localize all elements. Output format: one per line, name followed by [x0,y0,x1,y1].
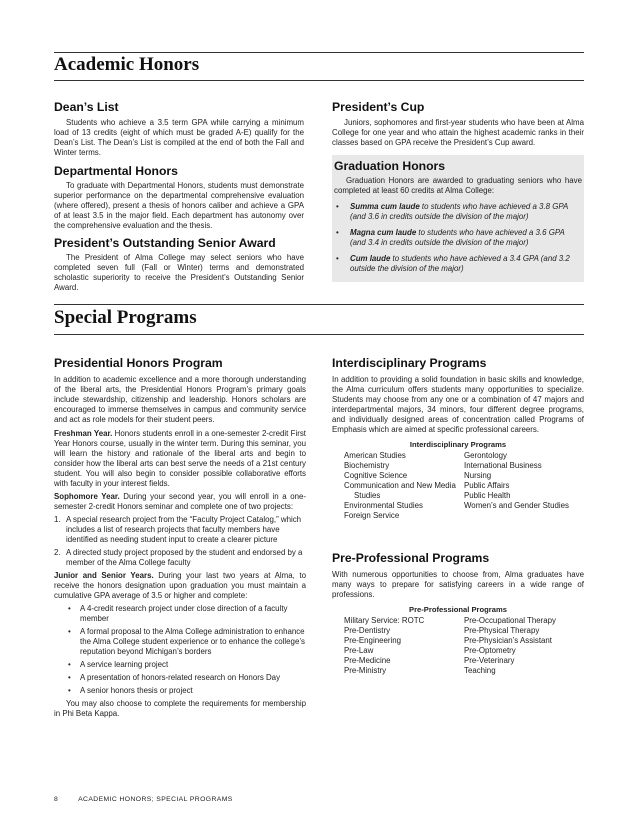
preprofessional-heading: Pre-Professional Programs [332,551,490,565]
list-item: Pre-Physician’s Assistant [464,636,553,645]
list-item: Pre-Optometry [464,646,516,655]
sophomore-year-text: During your second year, you will enroll in a one-semester 2-credit Honors seminar and complete one of two projects: [54,492,306,511]
list-item: • A formal proposal to the Alma College administration to enhance the Alma College student experience or to enhance the college’s reputation beyond Michigan’s borders [68,627,305,656]
special-left-column [54,356,306,719]
academic-right-column [332,100,584,282]
interdisciplinary-col-left [344,451,464,521]
interdisciplinary-table-title: Interdisciplinary Programs [409,440,507,449]
list-item: Environmental Studies [344,501,423,510]
freshman-year-paragraph [54,429,306,489]
list-item: • A senior honors thesis or project [68,686,193,695]
honor-description: to students who have achieved a 3.8 GPA (and 3.6 in credits outside the division of the major) [350,202,568,221]
presidential-honors-heading: Presidential Honors Program [54,356,223,370]
sophomore-year-paragraph [54,492,306,512]
honor-description: to students who have achieved a 3.6 GPA (and 3.4 in credits outside the division of the major) [350,228,565,247]
graduation-honors-heading: Graduation Honors [334,159,446,173]
honor-description: to students who have achieved a 3.4 GPA (and 3.2 outside the division of the major) [350,254,570,273]
academic-left-column [54,100,304,293]
presidential-honors-intro: In addition to academic excellence and a more thorough understanding of the liberal arts, the Presidential Honors Program’s primary goals include stewardship, citizenship and leadership. Honors scholars are encouraged to immerse themselves in campus and community service and act as role models for their student peers. [54,375,306,424]
list-item: Cognitive Science [344,471,408,480]
list-item: • A service learning project [68,660,169,669]
graduation-honors-box [332,155,584,282]
preprofessional-col-left [344,616,464,676]
preprofessional-table-title: Pre-Professional Programs [409,605,507,614]
list-item: Public Affairs [464,481,510,490]
special-right-column [332,356,584,676]
sophomore-year-label: Sophomore Year. [54,492,120,501]
junior-senior-paragraph [54,571,306,601]
running-footer-label: ACADEMIC HONORS; SPECIAL PROGRAMS [78,796,233,803]
phi-beta-kappa-text: You may also choose to complete the requirements for membership in Phi Beta Kappa. [54,699,306,718]
list-item: Pre-Law [344,646,374,655]
preprofessional-table [332,616,584,676]
list-item: Pre-Veterinary [464,656,515,665]
graduation-honors-text: Graduation Honors are awarded to graduating seniors who have completed at least 60 credits at Alma College: [334,176,582,195]
deans-list-heading: Dean’s List [54,100,119,114]
list-item: International Business [464,461,542,470]
special-programs-title: Special Programs [54,307,197,328]
list-item: Communication and New Media Studies [344,481,456,500]
list-item: Biochemistry [344,461,390,470]
presidents-award-text: The President of Alma College may select seniors who have completed seven full (Fall or Winter) terms and demonstrated scholastic superiority to receive the President’s Outstanding Senior Award. [54,253,304,292]
page-number: 8 [54,796,59,803]
list-item: Military Service: ROTC [344,616,425,625]
junior-senior-label: Junior and Senior Years. [54,571,154,580]
list-item: 1. A special research project from the “Faculty Project Catalog,” which includes a list of research projects that faculty members have identified as needing student input to create a clearer picture [54,515,302,544]
presidents-award-heading: President’s Outstanding Senior Award [54,236,276,250]
sophomore-projects-list [54,515,306,568]
list-item: • Magna cum laude to students who have achieved a 3.6 GPA (and 3.4 in credits outside the division of the major) [336,228,565,247]
list-item: Women’s and Gender Studies [464,501,569,510]
preprofessional-col-right [464,616,584,676]
list-item: Nursing [464,471,492,480]
graduation-honors-list [334,202,582,274]
honor-level: Cum laude [350,254,391,263]
list-item: Pre-Ministry [344,666,387,675]
presidents-cup-heading: President’s Cup [332,100,425,114]
interdisciplinary-table [332,451,584,521]
freshman-year-text: Honors students enroll in a one-semester 2-credit First Year Honors course, usually in the winter term. During this seminar, you will learn the history and rationale of the liberal arts and begin to consider how the liberal arts can best serve the needs of a 21st century student. You will also begin to consider possible collaborative efforts with faculty in your interest fields. [54,429,306,488]
interdisciplinary-col-right [464,451,584,521]
academic-honors-rule [54,52,584,53]
junior-senior-text: During your last two years at Alma, to receive the honors designation upon graduation you must maintain a cumulative GPA average of 3.5 or higher and complete: [54,571,306,600]
list-item: Foreign Service [344,511,400,520]
honor-level: Magna cum laude [350,228,417,237]
interdisciplinary-heading: Interdisciplinary Programs [332,356,487,370]
honor-level: Summa cum laude [350,202,420,211]
list-item: Pre-Physical Therapy [464,626,540,635]
academic-honors-title: Academic Honors [54,54,200,75]
departmental-honors-text: To graduate with Departmental Honors, students must demonstrate superior performance on the departmental comprehensive evaluation (where offered), present a thesis of honors caliber and achieve a GPA of at least 3.5 in the major field. Each department has autonomy over the comprehensive evaluation and the thesis. [54,181,304,230]
list-item: Teaching [464,666,496,675]
list-item: Pre-Occupational Therapy [464,616,556,625]
presidents-cup-text: Juniors, sophomores and first-year students who have been at Alma College for one year and who attain the highest academic ranks in their classes based on GPA receive the President’s Cup award. [332,118,584,147]
list-item: Gerontology [464,451,507,460]
list-item: Public Health [464,491,511,500]
special-programs-rule [54,304,584,305]
honors-options-list [54,604,306,696]
list-item: • A 4-credit research project under close direction of a faculty member [68,604,288,623]
list-item: Pre-Dentistry [344,626,391,635]
academic-honors-underline [54,80,584,81]
list-item: Pre-Medicine [344,656,391,665]
deans-list-text: Students who achieve a 3.5 term GPA while carrying a minimum load of 13 credits (eight of which must be graded A-E) qualify for the Dean’s List. The Dean’s List is compiled at the end of both the Fall and Winter terms. [54,118,304,157]
list-item: • Summa cum laude to students who have achieved a 3.8 GPA (and 3.6 in credits outside the division of the major) [336,202,568,221]
list-item: 2. A directed study project proposed by the student and endorsed by a member of the Alma College faculty [54,548,303,567]
preprofessional-intro: With numerous opportunities to choose from, Alma graduates have many ways to prepare for satisfying careers in a wide range of professions. [332,570,584,599]
departmental-honors-heading: Departmental Honors [54,164,178,178]
list-item: American Studies [344,451,406,460]
interdisciplinary-intro: In addition to providing a solid foundation in basic skills and knowledge, the Alma curriculum offers students many opportunities to specialize. Students may choose from any one or a combination of 47 majors and interdepartmental majors, 34 minors, four different degree programs, and individually designed areas of concentration called Programs of Emphasis which are aimed at specific professional careers. [332,375,584,434]
list-item: • Cum laude to students who have achieved a 3.4 GPA (and 3.2 outside the division of the major) [336,254,570,273]
list-item: • A presentation of honors-related research on Honors Day [68,673,281,682]
special-programs-underline [54,334,584,335]
page-footer [54,796,233,803]
list-item: Pre-Engineering [344,636,402,645]
freshman-year-label: Freshman Year. [54,429,113,438]
